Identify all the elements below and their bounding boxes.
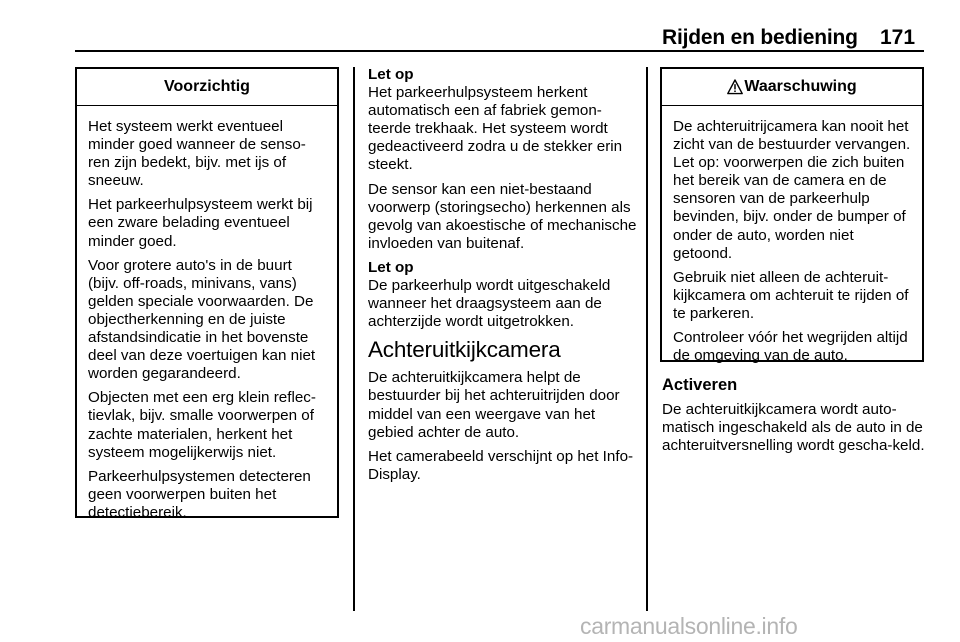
section-paragraph: De achteruitkijkcamera helpt de bestuurder bij het achteruitrijden door middel van een weergave van het gebied achter de auto.: [368, 369, 620, 441]
warning-heading: [662, 69, 922, 106]
warning-paragraph: Controleer vóór het wegrijden altijd de omgeving van de auto.: [673, 329, 908, 365]
warning-heading-label: Waarschuwing: [744, 78, 857, 95]
page-number: 171: [880, 26, 916, 49]
warning-box: [660, 67, 924, 365]
activate-title: Activeren: [662, 376, 738, 394]
caution-heading: Voorzichtig: [77, 69, 337, 106]
header-title: Rijden en bediening: [662, 26, 858, 49]
caution-paragraph: Objecten met een erg klein reflec-tievlak, bijv. smalle voorwerpen of zachte materialen, herkent het systeem mogelijkerwijs niet.: [88, 389, 316, 461]
note-label: Let op: [368, 258, 414, 276]
caution-paragraph: Het parkeerhulpsysteem werkt bij een zware belading eventueel minder goed.: [88, 196, 313, 250]
activate-section: [662, 375, 926, 461]
column-divider-right: [646, 67, 648, 611]
activate-paragraph: De achteruitkijkcamera wordt auto-matisch ingeschakeld als de auto in de achteruitversnelling wordt gescha-keld.: [662, 401, 925, 455]
warning-paragraph: Gebruik niet alleen de achteruit-kijkcamera om achteruit te rijden of te parkeren.: [673, 268, 909, 322]
note-text: De parkeerhulp wordt uitgeschakeld wanneer het draagsysteem aan de achterzijde wordt uitgetrokken.: [368, 277, 611, 331]
header-rule: [75, 50, 924, 52]
column-divider-left: [353, 67, 355, 611]
caution-paragraph: Parkeerhulpsystemen detecteren geen voorwerpen buiten het detectiebereik.: [88, 467, 311, 521]
caution-box: [75, 67, 339, 521]
section-paragraph: Het camerabeeld verschijnt op het Info-Display.: [368, 447, 634, 483]
watermark: carmanualsonline.info: [580, 613, 798, 639]
warning-paragraph: De achteruitrijcamera kan nooit het zicht van de bestuurder vervangen. Let op: voorwerpen die zich buiten het bereik van de camera en de sensoren van de parkeerhulp bevinden, bijv. onder de bumper of onder de auto, worden niet getoond.: [673, 118, 911, 262]
section-title: Achteruitkijkcamera: [368, 337, 561, 363]
sensor-paragraph: De sensor kan een niet-bestaand voorwerp (storingsecho) herkennen als gevolg van akoestische of mechanische invloeden van buitenaf.: [368, 180, 637, 252]
middle-column: [368, 66, 638, 490]
note-label: Let op: [368, 66, 414, 83]
note-text: Het parkeerhulpsysteem herkent automatisch een af fabriek gemon-teerde trekhaak. Het systeem wordt gedeactiveerd zodra u de stekker erin steekt.: [368, 84, 623, 174]
caution-paragraph: Het systeem werkt eventueel minder goed wanneer de senso-ren zijn bedekt, bijv. met ijs of sneeuw.: [88, 118, 306, 190]
caution-paragraph: Voor grotere auto's in de buurt (bijv. off-roads, minivans, vans) gelden speciale voorwaarden. De objectherkenning en de juiste afstandsindicatie in het bovenste deel van deze voertuigen kan niet worden gegarandeerd.: [88, 256, 316, 383]
warning-triangle-icon: [727, 79, 743, 95]
